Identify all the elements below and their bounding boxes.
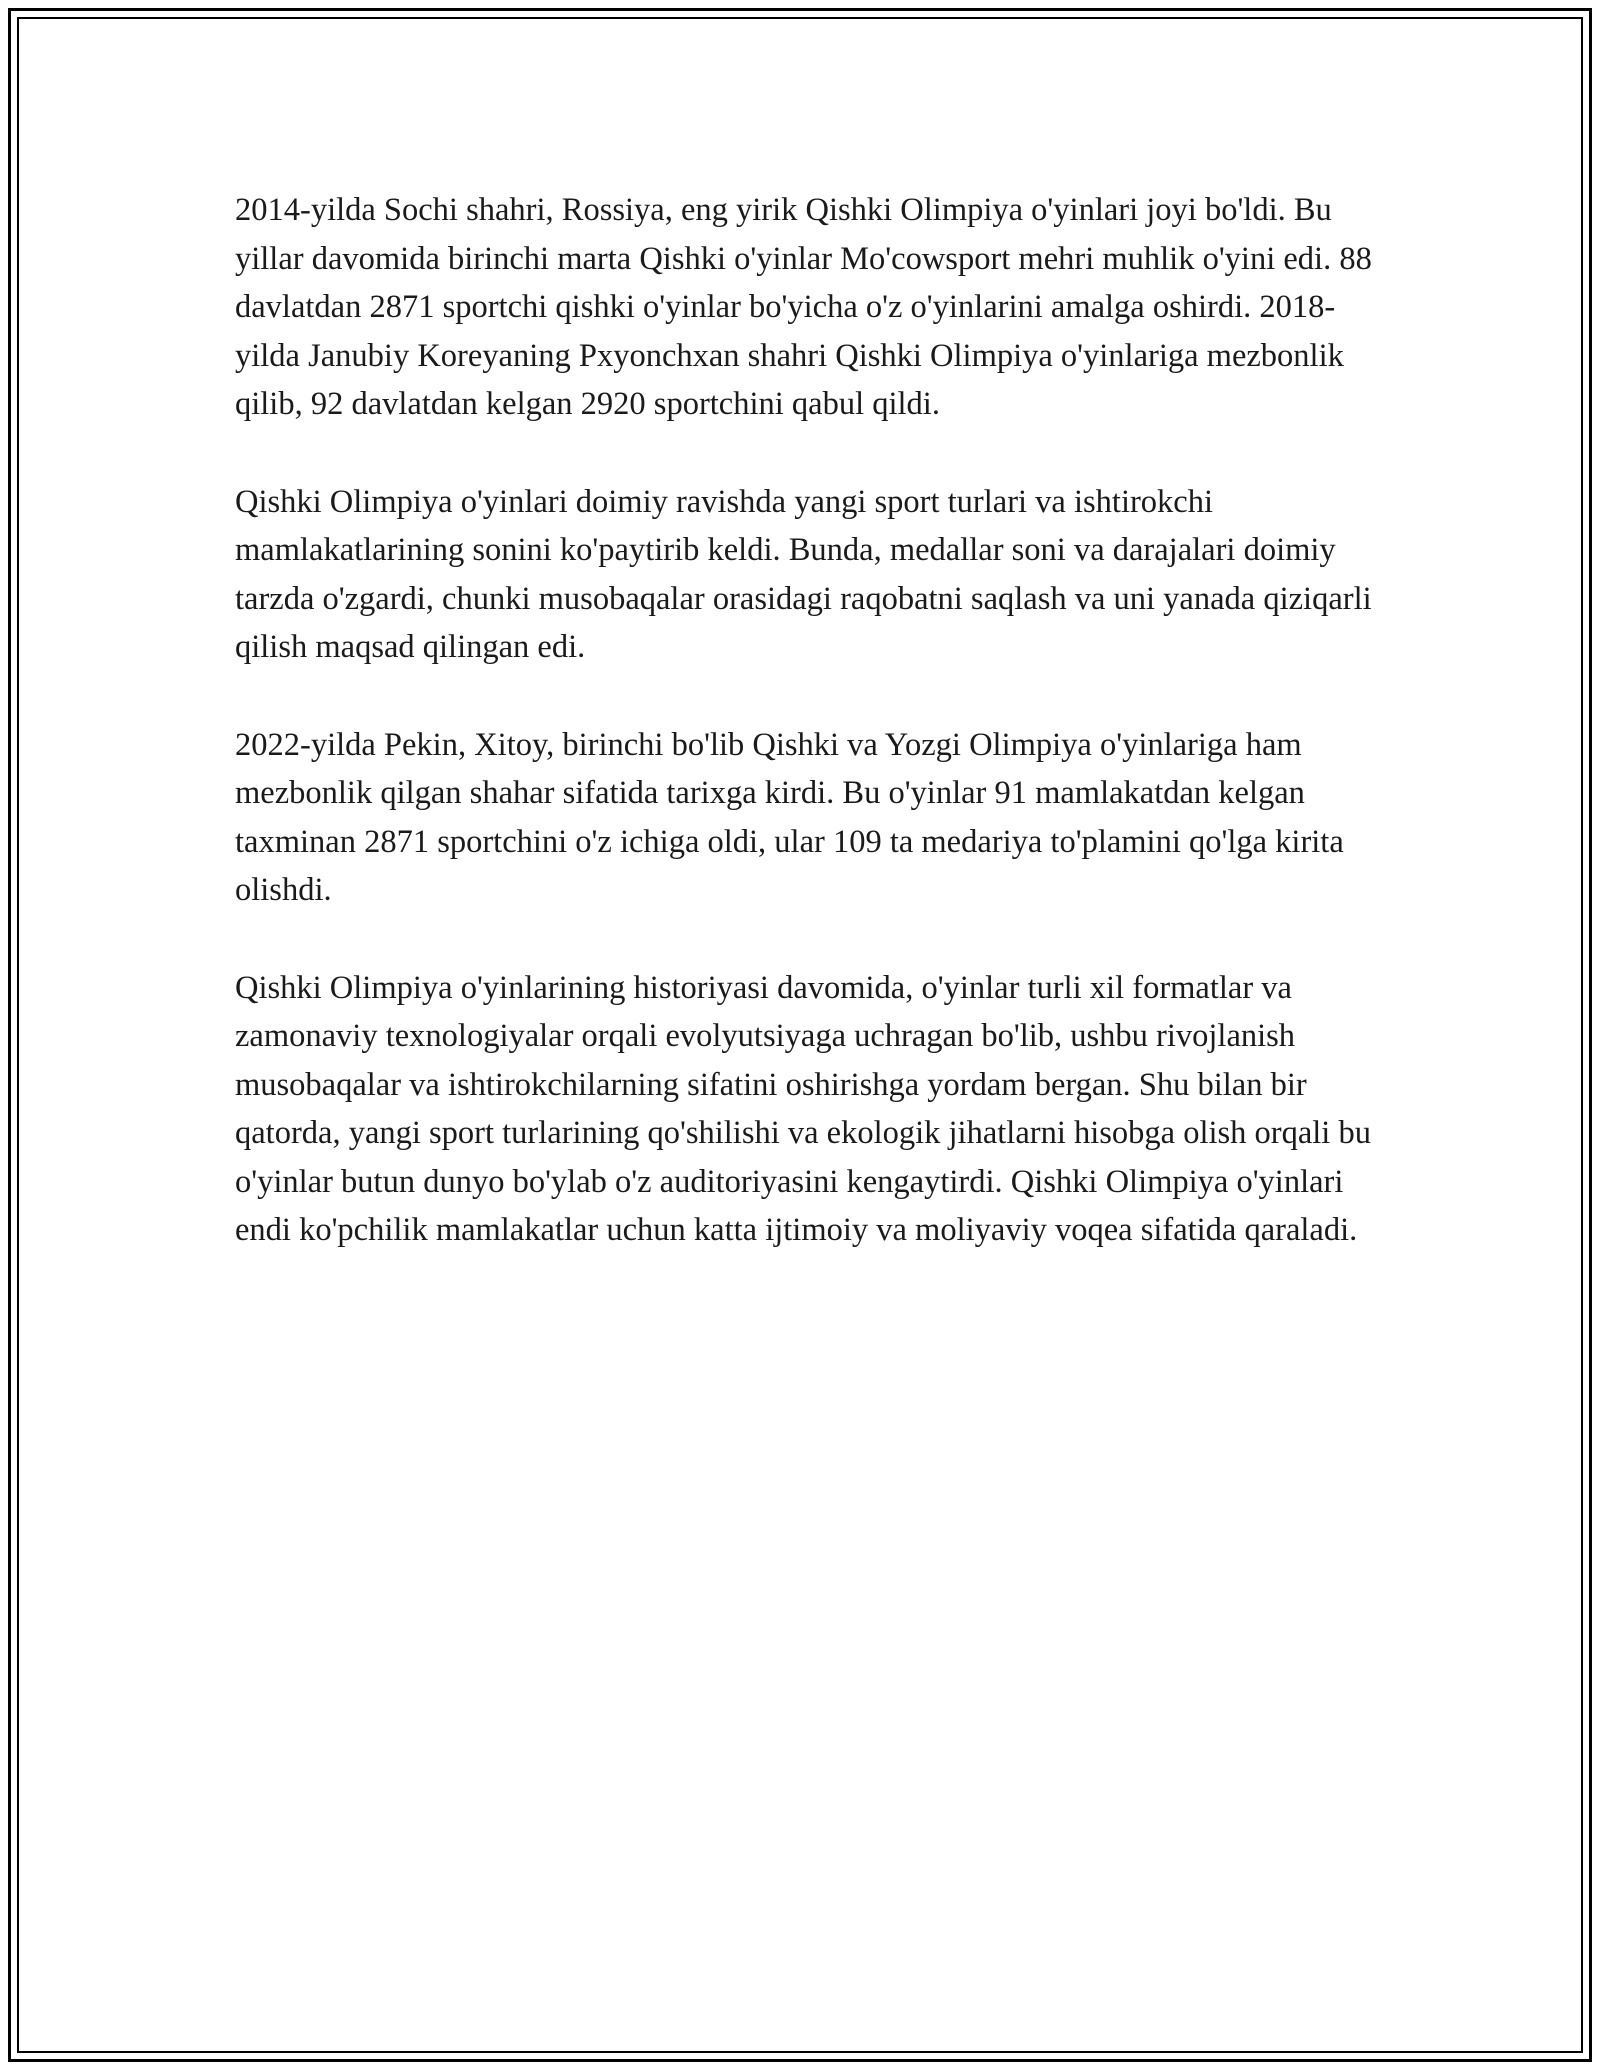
document-body [235,186,1375,1304]
paragraph-2: Qishki Olimpiya o'yinlari doimiy ravishda yangi sport turlari va ishtirokchi mamlakatlarining sonini ko'paytirib keldi. Bunda, medallar soni va darajalari doimiy tarzda o'zgardi, chunki musobaqalar orasidagi raqobatni saqlash va uni yanada qiziqarli qilish maqsad qilingan edi. [235,483,1372,666]
paragraph-1: 2014-yilda Sochi shahri, Rossiya, eng yirik Qishki Olimpiya o'yinlari joyi bo'ldi. Bu yillar davomida birinchi marta Qishki o'yinlar Mo'cowsport mehri muhlik o'yini edi. 88 davlatdan 2871 sportchi qishki o'yinlar bo'yicha o'z o'yinlarini amalga oshirdi. 2018-yilda Janubiy Koreyaning Pxyonchxan shahri Qishki Olimpiya o'yinlariga mezbonlik qilib, 92 davlatdan kelgan 2920 sportchini qabul qildi. [235,192,1372,423]
paragraph-4: Qishki Olimpiya o'yinlarining historiyasi davomida, o'yinlar turli xil formatlar va zamonaviy texnologiyalar orqali evolyutsiyaga uchragan bo'lib, ushbu rivojlanish musobaqalar va ishtirokchilarning sifatini oshirishga yordam bergan. Shu bilan bir qatorda, yangi sport turlarining qo'shilishi va ekologik jihatlarni hisobga olish orqali bu o'yinlar butun dunyo bo'ylab o'z auditoriyasini kengaytirdi. Qishki Olimpiya o'yinlari endi ko'pchilik mamlakatlar uchun katta ijtimoiy va moliyaviy voqea sifatida qaraladi. [235,969,1371,1249]
paragraph-3: 2022-yilda Pekin, Xitoy, birinchi bo'lib Qishki va Yozgi Olimpiya o'yinlariga ham mezbonlik qilgan shahar sifatida tarixga kirdi. Bu o'yinlar 91 mamlakatdan kelgan taxminan 2871 sportchini o'z ichiga oldi, ular 109 ta medariya to'plamini qo'lga kirita olishdi. [235,726,1344,909]
